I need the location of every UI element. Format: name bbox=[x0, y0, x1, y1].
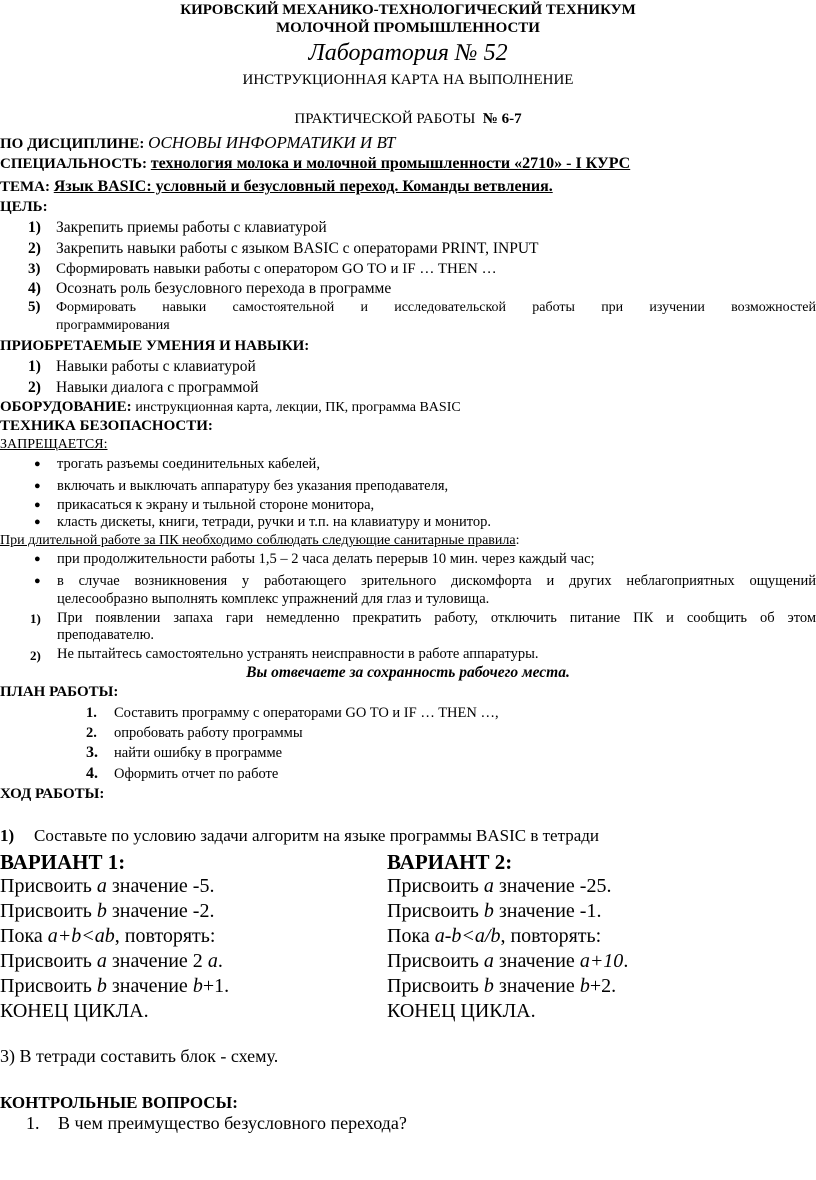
variant-2-line: КОНЕЦ ЦИКЛА. bbox=[387, 1000, 536, 1022]
work-title bbox=[0, 111, 816, 128]
responsibility-note: Вы отвечаете за сохранность рабочего места. bbox=[246, 664, 570, 681]
bullet-icon: ● bbox=[34, 499, 41, 511]
goal-item-5-cont: программирования bbox=[56, 318, 170, 333]
variant-1-title: ВАРИАНТ 1: bbox=[0, 850, 126, 874]
variant-1-line: Присвоить b значение b+1. bbox=[0, 975, 230, 997]
forbidden-item: включать и выключать аппаратуру без указания преподавателя, bbox=[57, 478, 449, 494]
goal-item: 3) Сформировать навыки работы с оператором GO TO и IF … THEN … bbox=[28, 261, 497, 277]
equipment-label: ОБОРУДОВАНИЕ: bbox=[0, 399, 132, 415]
variant-1-line: Присвоить a значение 2 a. bbox=[0, 950, 223, 972]
bullet-icon: ● bbox=[34, 458, 41, 470]
safety-num: 1) bbox=[30, 611, 41, 626]
long-work-rules-label: При длительной работе за ПК необходимо соблюдать следующие санитарные правила: bbox=[0, 533, 520, 548]
variant-2-line: Присвоить b значение -1. bbox=[387, 900, 602, 922]
plan-item: 4. Оформить отчет по работе bbox=[86, 765, 279, 782]
goal-item: 4) Осознать роль безусловного перехода в программе bbox=[28, 280, 392, 297]
safety-numbered-item: При появлении запаха гари немедленно прекратить работу, отключить питание ПК и сообщить об этом bbox=[57, 610, 816, 626]
variant-2-line: Присвоить b значение b+2. bbox=[387, 975, 617, 997]
variant-2-line: Присвоить a значение a+10. bbox=[387, 950, 629, 972]
skill-item: 2) Навыки диалога с программой bbox=[28, 379, 259, 396]
bullet-icon: ● bbox=[34, 480, 41, 492]
skills-heading: ПРИОБРЕТАЕМЫЕ УМЕНИЯ И НАВЫКИ: bbox=[0, 338, 310, 354]
progress-heading: ХОД РАБОТЫ: bbox=[0, 786, 105, 802]
goal-item: 5) bbox=[28, 299, 41, 315]
forbidden-label: ЗАПРЕЩАЕТСЯ: bbox=[0, 437, 108, 452]
variant-1-line: Пока a+b<ab, повторять: bbox=[0, 925, 216, 947]
skill-item: 1) Навыки работы с клавиатурой bbox=[28, 358, 256, 375]
plan-item: 3. найти ошибку в программе bbox=[86, 744, 283, 761]
task-1: 1) Составьте по условию задачи алгоритм на языке программы BASIC в тетради bbox=[0, 826, 600, 845]
bullet-icon: ● bbox=[34, 516, 41, 528]
safety-heading: ТЕХНИКА БЕЗОПАСНОСТИ: bbox=[0, 418, 213, 434]
variant-1-line: Присвоить a значение -5. bbox=[0, 875, 215, 897]
safety-num: 2) bbox=[30, 648, 41, 663]
equipment-value: инструкционная карта, лекции, ПК, программа BASIC bbox=[135, 400, 461, 415]
control-heading: КОНТРОЛЬНЫЕ ВОПРОСЫ: bbox=[0, 1093, 238, 1112]
equipment-row bbox=[0, 399, 461, 416]
institution-line-1: КИРОВСКИЙ МЕХАНИКО-ТЕХНОЛОГИЧЕСКИЙ ТЕХНИКУМ bbox=[180, 2, 636, 18]
variant-2-line: Присвоить a значение -25. bbox=[387, 875, 612, 897]
card-title: ИНСТРУКЦИОННАЯ КАРТА НА ВЫПОЛНЕНИЕ bbox=[242, 72, 574, 88]
safety-numbered-cont: преподавателю. bbox=[57, 627, 155, 643]
discipline-label: ПО ДИСЦИПЛИНЕ: bbox=[0, 136, 145, 152]
discipline-row bbox=[0, 133, 395, 153]
lab-title: Лаборатория № 52 bbox=[308, 40, 508, 66]
goal-item: 1) Закрепить приемы работы с клавиатурой bbox=[28, 219, 327, 236]
topic-label: ТЕМА: bbox=[0, 179, 50, 195]
goal-item-5-text: Формировать навыки самостоятельной и исследовательской работы при изучении возможностей bbox=[56, 300, 816, 315]
forbidden-item: класть дискеты, книги, тетради, ручки и т.п. на клавиатуру и монитор. bbox=[57, 514, 492, 530]
sanitary-rule-cont: целесообразно выполнять комплекс упражнений для глаз и туловища. bbox=[57, 591, 490, 607]
work-number: № 6-7 bbox=[482, 111, 522, 127]
forbidden-item: прикасаться к экрану и тыльной стороне монитора, bbox=[57, 497, 375, 513]
variant-2-line: Пока a-b<a/b, повторять: bbox=[387, 925, 602, 947]
specialty-value: технология молока и молочной промышленности «2710» - I КУРС bbox=[150, 155, 631, 172]
discipline-value: ОСНОВЫ ИНФОРМАТИКИ И ВТ bbox=[148, 133, 396, 152]
work-title-text: ПРАКТИЧЕСКОЙ РАБОТЫ bbox=[294, 111, 476, 127]
topic-value: Язык BASIC: условный и безусловный переход. Команды ветвления. bbox=[53, 178, 553, 195]
goals-heading: ЦЕЛЬ: bbox=[0, 199, 48, 215]
topic-row bbox=[0, 178, 553, 196]
variant-1-line: КОНЕЦ ЦИКЛА. bbox=[0, 1000, 149, 1022]
specialty-row bbox=[0, 155, 630, 173]
institution-line-2: МОЛОЧНОЙ ПРОМЫШЛЕННОСТИ bbox=[276, 20, 540, 36]
variant-2-title: ВАРИАНТ 2: bbox=[387, 850, 513, 874]
plan-item: 2. опробовать работу программы bbox=[86, 725, 303, 741]
goal-item: 2) Закрепить навыки работы с языком BASIC с операторами PRINT, INPUT bbox=[28, 240, 539, 257]
bullet-icon: ● bbox=[34, 575, 41, 587]
forbidden-item: трогать разъемы соединительных кабелей, bbox=[57, 456, 320, 472]
plan-heading: ПЛАН РАБОТЫ: bbox=[0, 684, 119, 700]
plan-item: 1. Составить программу с операторами GO TO и IF … THEN …, bbox=[86, 705, 499, 721]
variant-1-line: Присвоить b значение -2. bbox=[0, 900, 215, 922]
task-3: 3) В тетради составить блок - схему. bbox=[0, 1046, 279, 1066]
sanitary-rule: в случае возникновения у работающего зрительного дискомфорта и других неблагоприятных ощущений bbox=[57, 573, 816, 589]
control-question: 1. В чем преимущество безусловного перехода? bbox=[26, 1113, 407, 1133]
bullet-icon: ● bbox=[34, 553, 41, 565]
specialty-label: СПЕЦИАЛЬНОСТЬ: bbox=[0, 156, 148, 172]
sanitary-rule: при продолжительности работы 1,5 – 2 часа делать перерыв 10 мин. через каждый час; bbox=[57, 551, 595, 567]
safety-numbered-item: Не пытайтесь самостоятельно устранять неисправности в работе аппаратуры. bbox=[57, 646, 539, 662]
